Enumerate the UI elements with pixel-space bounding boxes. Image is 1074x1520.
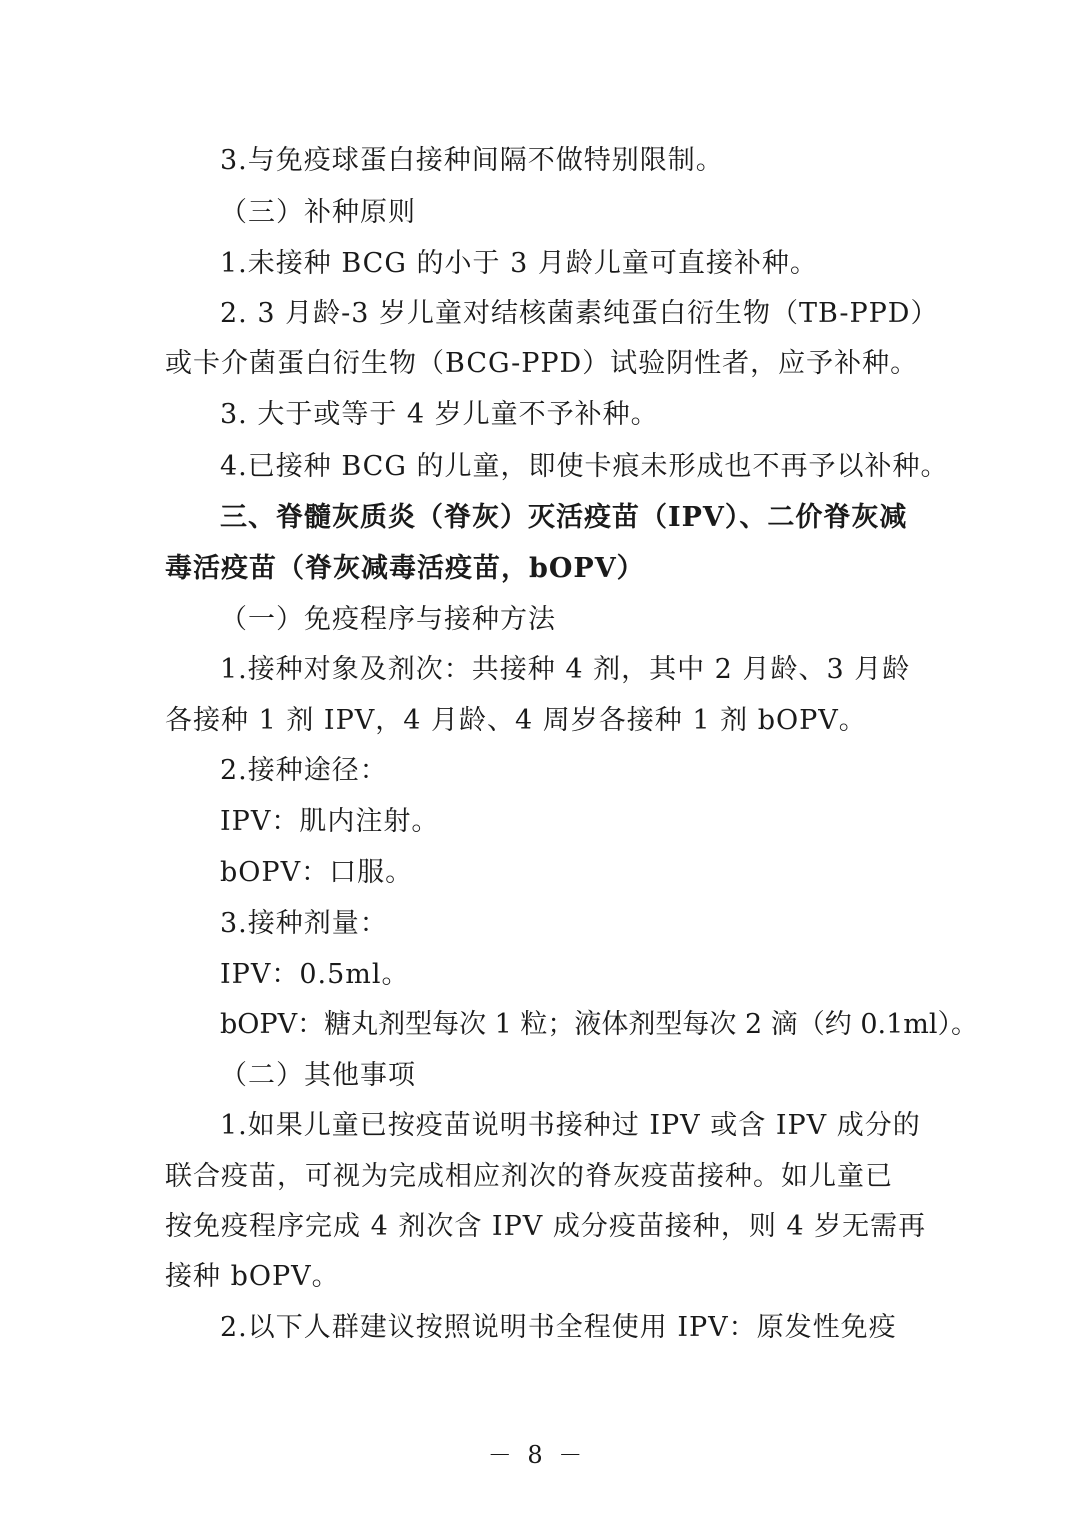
chapter-heading: 毒活疫苗（脊灰减毒活疫苗，bOPV） — [165, 553, 645, 584]
paragraph-line: 3.与免疫球蛋白接种间隔不做特别限制。 — [220, 145, 724, 176]
page-number: － 8 － — [487, 1441, 587, 1469]
paragraph-line: 2. 3 月龄-3 岁儿童对结核菌素纯蛋白衍生物（TB-PPD） — [220, 298, 939, 329]
paragraph-line: 2.接种途径： — [220, 755, 388, 786]
paragraph-line: bOPV：口服。 — [220, 857, 414, 888]
paragraph-line: 4.已接种 BCG 的儿童，即使卡痕未形成也不再予以补种。 — [220, 451, 949, 482]
paragraph-line: 2.以下人群建议按照说明书全程使用 IPV：原发性免疫 — [220, 1312, 897, 1343]
paragraph-line: 1.未接种 BCG 的小于 3 月龄儿童可直接补种。 — [220, 248, 818, 279]
paragraph-line: 3.接种剂量： — [220, 908, 388, 939]
paragraph-line: IPV：肌内注射。 — [220, 806, 440, 837]
chapter-heading: 三、脊髓灰质炎（脊灰）灭活疫苗（IPV）、二价脊灰减 — [220, 502, 908, 533]
paragraph-line: 或卡介菌蛋白衍生物（BCG-PPD）试验阴性者，应予补种。 — [165, 348, 919, 379]
section-heading: （二）其他事项 — [220, 1060, 416, 1091]
paragraph-line: 1.如果儿童已按疫苗说明书接种过 IPV 或含 IPV 成分的 — [220, 1110, 921, 1141]
paragraph-line: 3. 大于或等于 4 岁儿童不予补种。 — [220, 399, 659, 430]
section-heading: （一）免疫程序与接种方法 — [220, 604, 556, 635]
paragraph-line: 1.接种对象及剂次：共接种 4 剂，其中 2 月龄、3 月龄 — [220, 654, 911, 685]
paragraph-line: 按免疫程序完成 4 剂次含 IPV 成分疫苗接种，则 4 岁无需再 — [165, 1211, 927, 1242]
paragraph-line: 各接种 1 剂 IPV，4 月龄、4 周岁各接种 1 剂 bOPV。 — [165, 705, 867, 736]
section-heading: （三）补种原则 — [220, 197, 416, 228]
paragraph-line: bOPV：糖丸剂型每次 1 粒；液体剂型每次 2 滴（约 0.1ml）。 — [220, 1009, 979, 1040]
paragraph-line: 联合疫苗，可视为完成相应剂次的脊灰疫苗接种。如儿童已 — [165, 1161, 893, 1192]
paragraph-line: IPV：0.5ml。 — [220, 959, 410, 990]
paragraph-line: 接种 bOPV。 — [165, 1261, 340, 1292]
